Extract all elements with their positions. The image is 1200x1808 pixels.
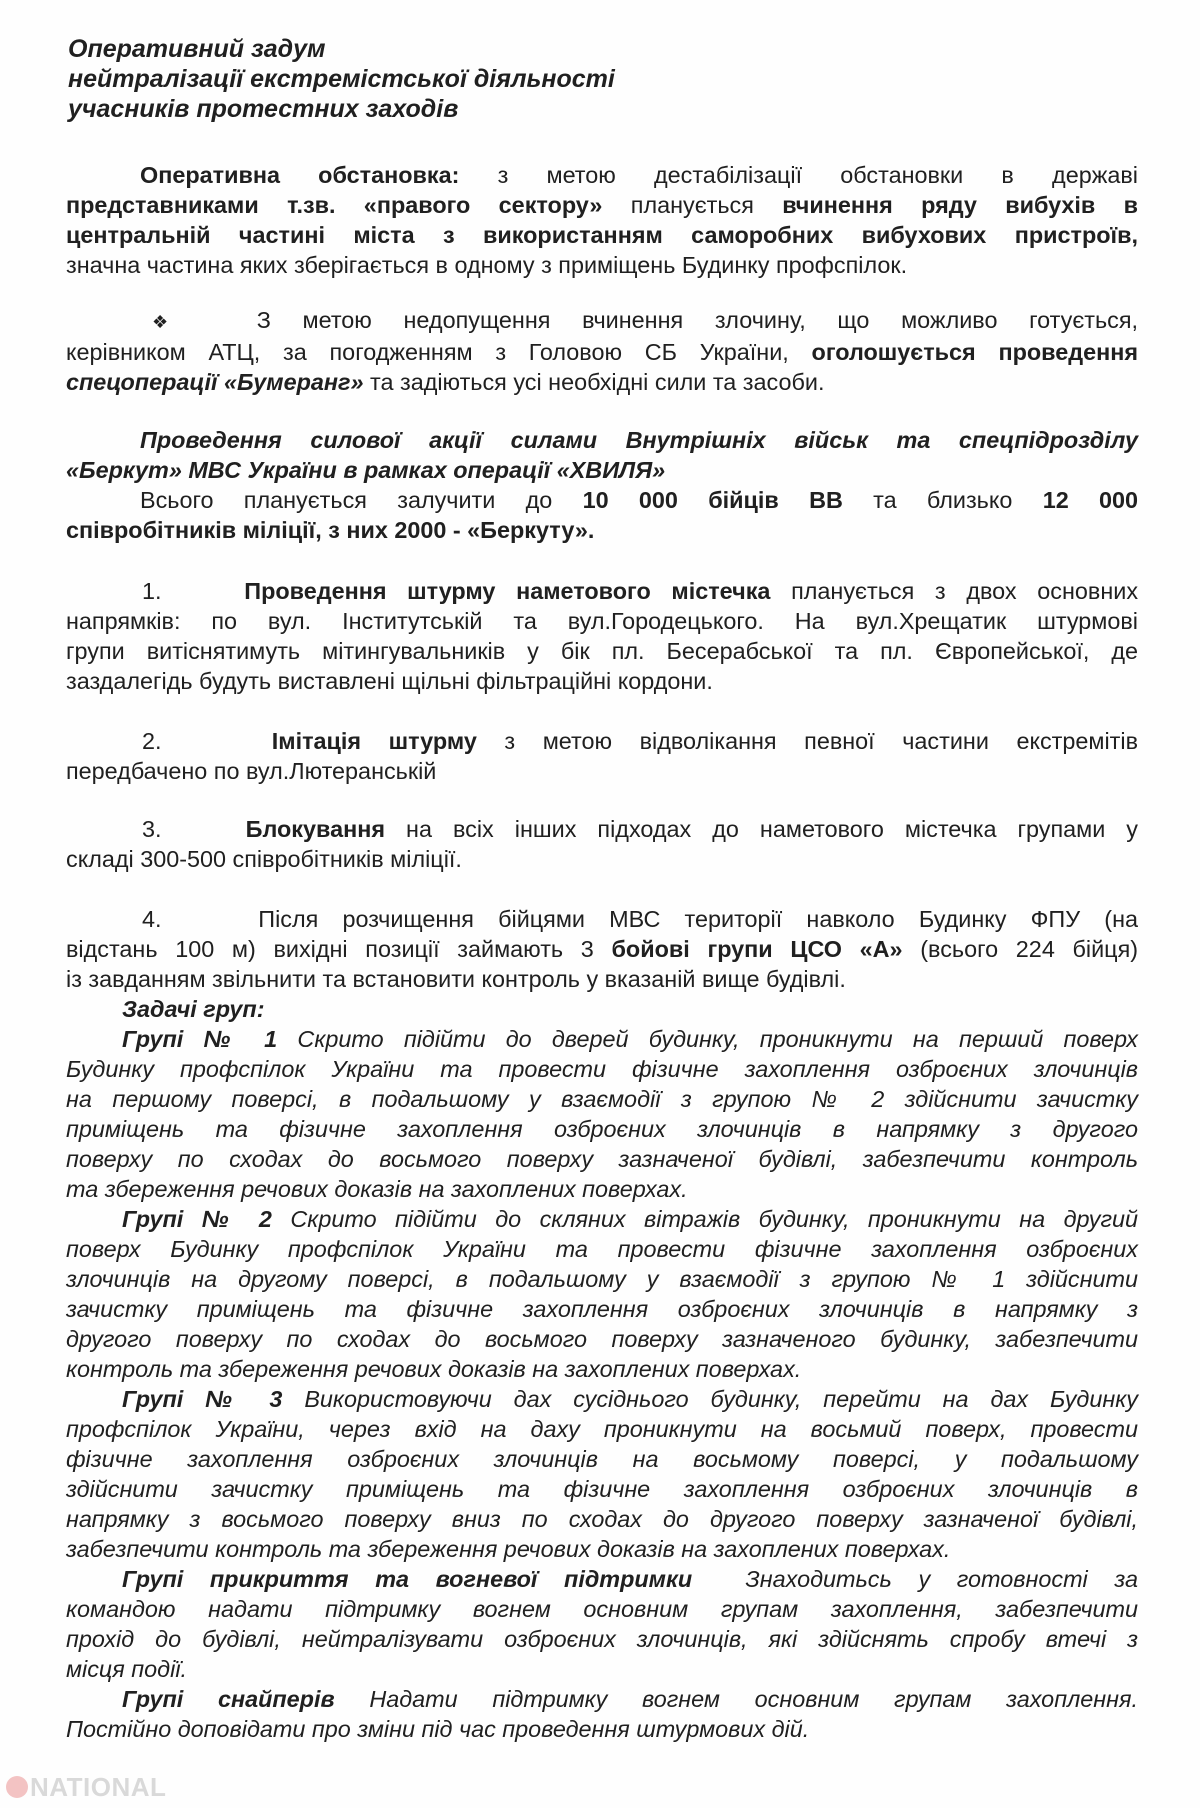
- group-1-line-5: поверху по сходах до восьмого поверху зазначеної будівлі, забезпечити контроль: [66, 1146, 1138, 1172]
- item-4-bold: бойові групи ЦСО «А»: [611, 936, 903, 962]
- forces-line-2: співробітників міліції, з них 2000 - «Беркуту».: [66, 517, 595, 543]
- item-2-line-1: з метою відволікання певної частини екстремітів: [504, 728, 1138, 754]
- item-3-number: 3.: [142, 816, 162, 842]
- group-1-label: Групі № 1: [122, 1026, 278, 1052]
- group-1-line-4: приміщень та фізичне захоплення озброєних злочинців в напрямку з другого: [66, 1116, 1138, 1142]
- logo-dot-icon: [6, 1776, 28, 1798]
- item-2-paragraph: [66, 726, 1138, 786]
- operation-heading-2: «Беркут» МВС України в рамках операції «ХВИЛЯ»: [66, 457, 666, 483]
- item-2-bold: Імітація штурму: [271, 728, 477, 754]
- item-4-text-a: відстань 100 м) вихідні позиції займають 3: [66, 936, 594, 962]
- item-3-line-2: складі 300-500 співробітників міліції.: [66, 846, 462, 872]
- sniper-group-line-2: Постійно доповідати про зміни під час проведення штурмових дій.: [66, 1716, 810, 1742]
- tasks-section: [66, 994, 1138, 1744]
- group-3-line-4: здійснити зачистку приміщень та фізичне захоплення озброєних злочинців в: [66, 1476, 1138, 1502]
- group-1-line-3: на першому поверсі, в подальшому у взаємодії з групою № 2 здійснити зачистку: [66, 1086, 1138, 1112]
- document-title: [68, 34, 615, 124]
- title-line-3: учасників протестних заходів: [68, 95, 459, 123]
- title-line-2: нейтралізації екстремістської діяльності: [68, 65, 615, 93]
- item-1-line-4: заздалегідь будуть виставлені щільні фільтраційні кордони.: [66, 668, 713, 694]
- boomerang-line-1: З метою недопущення вчинення злочину, що можливо готується,: [256, 307, 1139, 333]
- item-4-line-3: із завданням звільнити та встановити контроль у вказаній вище будівлі.: [66, 966, 846, 992]
- group-1-line-6: та збереження речових доказів на захоплених поверхах.: [66, 1176, 688, 1202]
- situation-bold-1: представниками т.зв. «правого сектору»: [66, 192, 603, 218]
- group-3-line-5: напрямку з восьмого поверху вниз по сходах до другого поверху зазначеної будівлі,: [66, 1506, 1138, 1532]
- group-1-line-1: Скрито підійти до дверей будинку, проникнути на перший поверх: [297, 1026, 1138, 1052]
- item-4-number: 4.: [142, 906, 162, 932]
- operation-heading-1: Проведення силової акції силами Внутрішніх військ та спецпідрозділу: [140, 427, 1138, 453]
- forces-bold-1: 10 000 бійців ВВ: [582, 487, 843, 513]
- group-2-line-5: другого поверху по сходах до восьмого поверху зазначеного будинку, забезпечити: [66, 1326, 1138, 1352]
- sniper-group-label: Групі снайперів: [122, 1686, 335, 1712]
- item-2-line-2: передбачено по вул.Лютеранській: [66, 758, 437, 784]
- cover-group-line-3: прохід до будівлі, нейтралізувати озброєних злочинців, які здійснять спробу втечі з: [66, 1626, 1138, 1652]
- boomerang-paragraph: [66, 305, 1138, 397]
- situation-line-4: значна частина яких зберігається в одному з приміщень Будинку профспілок.: [66, 252, 908, 278]
- cover-group-line-1: Знаходитьсь у готовності за: [745, 1566, 1139, 1592]
- watermark-logo: [6, 1772, 166, 1802]
- item-4-line-1: Після розчищення бійцями МВС території навколо Будинку ФПУ (на: [258, 906, 1138, 932]
- boomerang-plain-1: керівником АТЦ, за погодженням з Головою СБ України,: [66, 339, 789, 365]
- group-2-line-3: злочинців на другому поверсі, в подальшому у взаємодії з групою № 1 здійснити: [66, 1266, 1138, 1292]
- diamond-bullet-icon: ❖: [152, 312, 194, 332]
- cover-group-label: Групі прикриття та вогневої підтримки: [122, 1566, 693, 1592]
- situation-label: Оперативна обстановка:: [140, 162, 460, 188]
- situation-bold-2: вчинення ряду вибухів в: [782, 192, 1139, 218]
- cover-group-line-4: місця події.: [66, 1656, 187, 1682]
- item-2-number: 2.: [142, 728, 162, 754]
- group-3-line-2: профспілок України, через вхід на даху проникнути на восьмий поверх, провести: [66, 1416, 1138, 1442]
- group-1-line-2: Будинку профспілок України та провести фізичне захоплення озброєних злочинців: [66, 1056, 1138, 1082]
- forces-text-1: Всього планується залучити до: [140, 487, 553, 513]
- situation-line-1: з метою дестабілізації обстановки в державі: [497, 162, 1138, 188]
- watermark-text: NATIONAL: [30, 1771, 167, 1802]
- item-3-paragraph: [66, 814, 1138, 874]
- boomerang-operation-name: спецоперації «Бумеранг»: [66, 369, 364, 395]
- boomerang-plain-2: та задіються усі необхідні сили та засоби.: [370, 369, 825, 395]
- group-2-line-4: зачистку приміщень та фізичне захоплення озброєних злочинців в напрямку з: [66, 1296, 1138, 1322]
- group-2-label: Групі № 2: [122, 1206, 272, 1232]
- item-4-paragraph: [66, 904, 1138, 994]
- group-3-line-6: забезпечити контроль та збереження речових доказів на захоплених поверхах.: [66, 1536, 951, 1562]
- sniper-group-line-1: Надати підтримку вогнем основним групам захоплення.: [369, 1686, 1139, 1712]
- forces-text-2: та близько: [873, 487, 1013, 513]
- item-1-line-2: напрямків: по вул. Інститутській та вул.Городецького. На вул.Хрещатик штурмові: [66, 608, 1138, 634]
- group-2-line-6: контроль та збереження речових доказів на захоплених поверхах.: [66, 1356, 802, 1382]
- item-1-line-1: планується з двох основних: [791, 578, 1139, 604]
- item-1-line-3: групи витіснятимуть мітингувальників у бік пл. Бесерабської та пл. Європейської, де: [66, 638, 1138, 664]
- item-1-number: 1.: [142, 578, 162, 604]
- group-2-line-1: Скрито підійти до скляних вітражів будинку, проникнути на другий: [290, 1206, 1138, 1232]
- cover-group-line-2: командою надати підтримку вогнем основним групам захоплення, забезпечити: [66, 1596, 1138, 1622]
- situation-paragraph: [66, 160, 1138, 280]
- situation-plain-1: планується: [630, 192, 754, 218]
- boomerang-bold-1: оголошується проведення: [811, 339, 1138, 365]
- item-1-paragraph: [66, 576, 1138, 696]
- item-4-text-b: (всього 224 бійця): [920, 936, 1139, 962]
- situation-line-3: центральній частині міста з використанням саморобних вибухових пристроїв,: [66, 222, 1138, 248]
- tasks-heading: Задачі груп:: [122, 996, 265, 1022]
- forces-bold-2: 12 000: [1042, 487, 1139, 513]
- item-3-line-1: на всіх інших підходах до наметового містечка групами у: [406, 816, 1139, 842]
- group-3-line-1: Використовуючи дах сусіднього будинку, перейти на дах Будинку: [304, 1386, 1138, 1412]
- item-1-bold: Проведення штурму наметового містечка: [244, 578, 771, 604]
- operation-paragraph: [66, 425, 1138, 545]
- group-2-line-2: поверх Будинку профспілок України та провести фізичне захоплення озброєних: [66, 1236, 1138, 1262]
- group-3-label: Групі № 3: [122, 1386, 283, 1412]
- group-3-line-3: фізичне захоплення озброєних злочинців на восьмому поверсі, у подальшому: [66, 1446, 1138, 1472]
- title-line-1: Оперативний задум: [68, 35, 326, 63]
- item-3-bold: Блокування: [245, 816, 385, 842]
